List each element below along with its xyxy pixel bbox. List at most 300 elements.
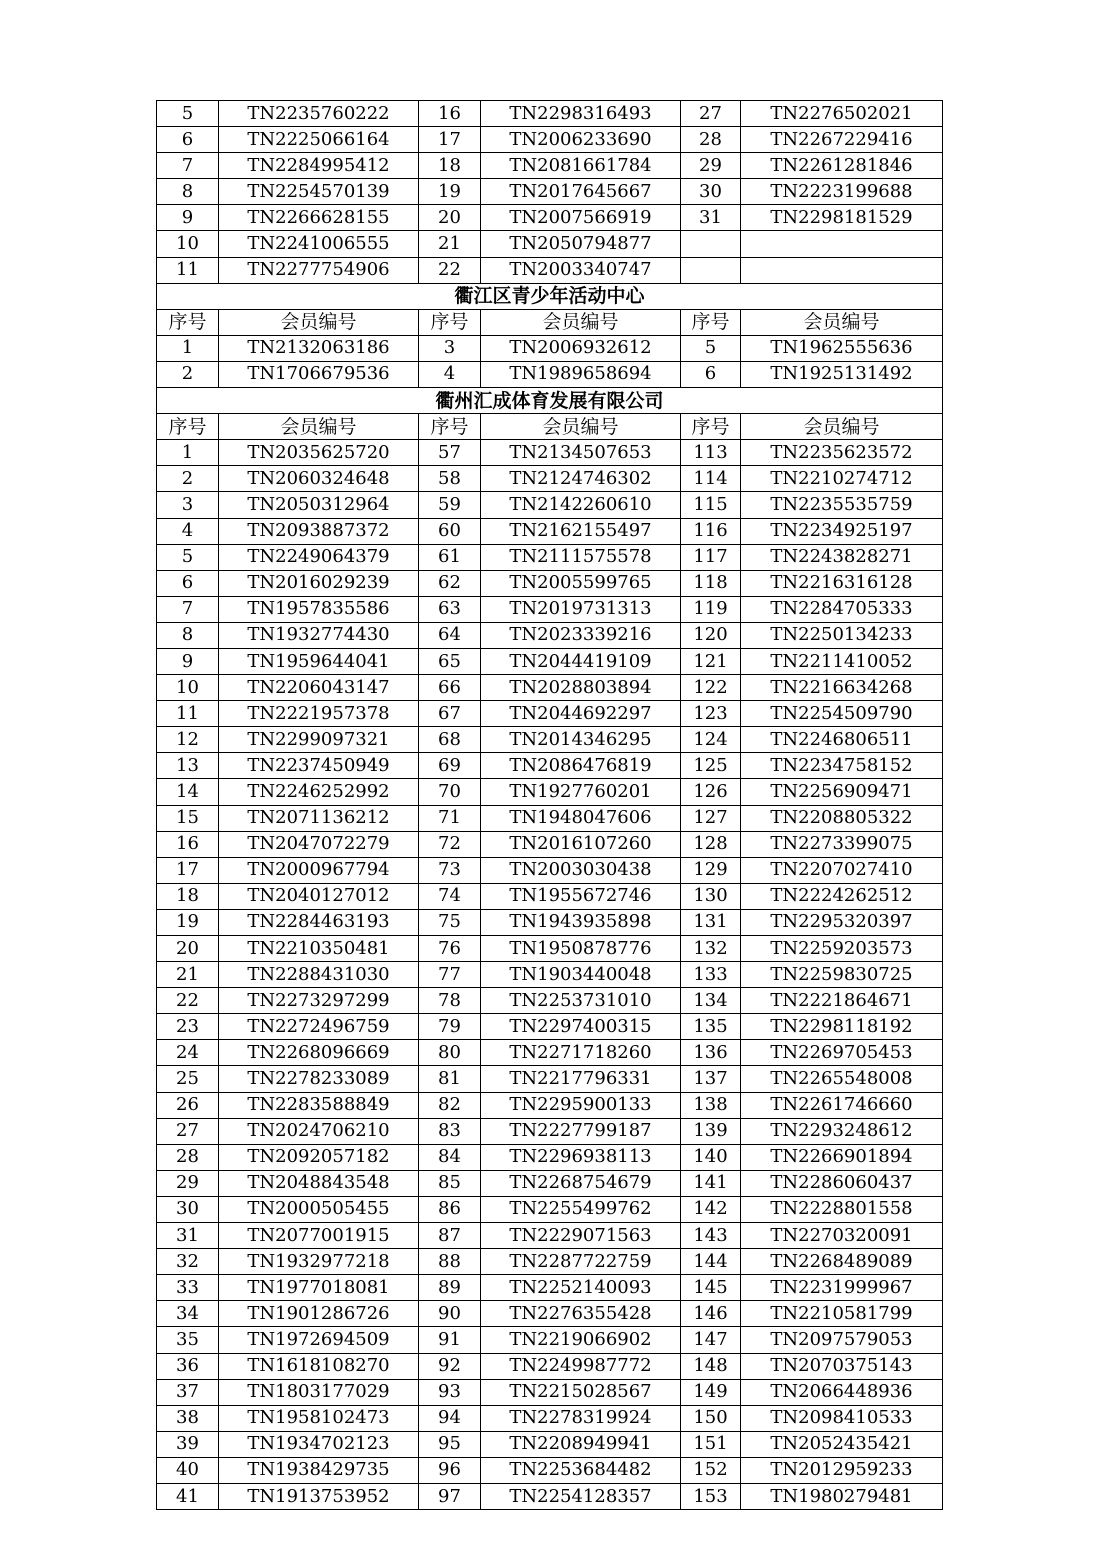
table-row bbox=[157, 440, 943, 466]
serial-number-cell: 31 bbox=[681, 205, 741, 231]
serial-number-cell: 14 bbox=[157, 779, 219, 805]
serial-number-cell: 28 bbox=[681, 127, 741, 153]
serial-number-cell: 152 bbox=[681, 1457, 741, 1483]
table-row bbox=[157, 205, 943, 231]
member-id-cell: TN2249987772 bbox=[481, 1353, 681, 1379]
section-title-row bbox=[157, 388, 943, 414]
serial-number-cell: 137 bbox=[681, 1066, 741, 1092]
serial-number-cell bbox=[681, 257, 741, 283]
serial-number-cell: 22 bbox=[157, 988, 219, 1014]
member-id-cell: TN1927760201 bbox=[481, 779, 681, 805]
member-id-cell: TN2016029239 bbox=[219, 570, 419, 596]
member-id-cell: TN2229071563 bbox=[481, 1223, 681, 1249]
member-id-cell: TN2295900133 bbox=[481, 1092, 681, 1118]
serial-number-cell: 63 bbox=[419, 596, 481, 622]
member-id-cell: TN2268096669 bbox=[219, 1040, 419, 1066]
serial-number-cell: 22 bbox=[419, 257, 481, 283]
member-id-cell: TN2014346295 bbox=[481, 727, 681, 753]
section-title: 衢州汇成体育发展有限公司 bbox=[157, 388, 943, 414]
member-id-cell: TN2250134233 bbox=[741, 622, 943, 648]
serial-number-cell: 29 bbox=[681, 153, 741, 179]
member-id-cell: TN2237450949 bbox=[219, 753, 419, 779]
member-id-cell: TN2216316128 bbox=[741, 570, 943, 596]
table-row bbox=[157, 335, 943, 361]
serial-number-cell: 序号 bbox=[681, 309, 741, 335]
member-id-cell: TN2134507653 bbox=[481, 440, 681, 466]
serial-number-cell: 85 bbox=[419, 1170, 481, 1196]
serial-number-cell: 64 bbox=[419, 622, 481, 648]
serial-number-cell: 58 bbox=[419, 466, 481, 492]
member-id-cell: TN2296938113 bbox=[481, 1144, 681, 1170]
member-id-cell: 会员编号 bbox=[741, 309, 943, 335]
serial-number-cell: 1 bbox=[157, 335, 219, 361]
serial-number-cell: 72 bbox=[419, 831, 481, 857]
table-row bbox=[157, 127, 943, 153]
table-row bbox=[157, 179, 943, 205]
member-id-cell: TN2142260610 bbox=[481, 492, 681, 518]
table-row bbox=[157, 701, 943, 727]
serial-number-cell: 90 bbox=[419, 1301, 481, 1327]
member-id-cell: TN2124746302 bbox=[481, 466, 681, 492]
member-id-cell: TN2253731010 bbox=[481, 988, 681, 1014]
serial-number-cell: 148 bbox=[681, 1353, 741, 1379]
member-id-cell: TN2269705453 bbox=[741, 1040, 943, 1066]
serial-number-cell: 83 bbox=[419, 1118, 481, 1144]
table-row bbox=[157, 1483, 943, 1509]
member-id-cell: TN2277754906 bbox=[219, 257, 419, 283]
member-id-cell: TN2006233690 bbox=[481, 127, 681, 153]
member-id-cell: TN2266901894 bbox=[741, 1144, 943, 1170]
member-id-cell: TN2000967794 bbox=[219, 857, 419, 883]
table-row bbox=[157, 231, 943, 257]
serial-number-cell: 5 bbox=[157, 101, 219, 127]
serial-number-cell: 75 bbox=[419, 909, 481, 935]
serial-number-cell: 135 bbox=[681, 1014, 741, 1040]
serial-number-cell bbox=[681, 231, 741, 257]
serial-number-cell: 139 bbox=[681, 1118, 741, 1144]
member-id-cell: TN2249064379 bbox=[219, 544, 419, 570]
member-id-cell: TN2227799187 bbox=[481, 1118, 681, 1144]
serial-number-cell: 119 bbox=[681, 596, 741, 622]
table-row bbox=[157, 257, 943, 283]
serial-number-cell: 133 bbox=[681, 962, 741, 988]
member-id-cell: TN2295320397 bbox=[741, 909, 943, 935]
member-id-cell: TN2035625720 bbox=[219, 440, 419, 466]
table-row bbox=[157, 648, 943, 674]
serial-number-cell: 132 bbox=[681, 936, 741, 962]
member-id-cell: TN2259830725 bbox=[741, 962, 943, 988]
serial-number-cell: 17 bbox=[157, 857, 219, 883]
table-row bbox=[157, 962, 943, 988]
serial-number-cell: 36 bbox=[157, 1353, 219, 1379]
member-id-cell: TN2225066164 bbox=[219, 127, 419, 153]
serial-number-cell: 140 bbox=[681, 1144, 741, 1170]
serial-number-cell: 9 bbox=[157, 648, 219, 674]
serial-number-cell: 94 bbox=[419, 1405, 481, 1431]
serial-number-cell: 124 bbox=[681, 727, 741, 753]
serial-number-cell: 61 bbox=[419, 544, 481, 570]
serial-number-cell: 39 bbox=[157, 1431, 219, 1457]
serial-number-cell: 6 bbox=[681, 361, 741, 387]
table-row bbox=[157, 570, 943, 596]
member-id-cell: TN1989658694 bbox=[481, 361, 681, 387]
serial-number-cell: 16 bbox=[157, 831, 219, 857]
serial-number-cell: 30 bbox=[157, 1196, 219, 1222]
serial-number-cell: 92 bbox=[419, 1353, 481, 1379]
table-row bbox=[157, 779, 943, 805]
serial-number-cell: 97 bbox=[419, 1483, 481, 1509]
member-id-cell: TN2047072279 bbox=[219, 831, 419, 857]
member-id-cell: TN2246806511 bbox=[741, 727, 943, 753]
serial-number-cell: 12 bbox=[157, 727, 219, 753]
member-id-cell: TN1955672746 bbox=[481, 883, 681, 909]
member-id-cell: TN2162155497 bbox=[481, 518, 681, 544]
member-id-cell: TN1901286726 bbox=[219, 1301, 419, 1327]
section-title-row bbox=[157, 283, 943, 309]
member-id-cell: TN2243828271 bbox=[741, 544, 943, 570]
serial-number-cell: 69 bbox=[419, 753, 481, 779]
member-id-cell: TN2252140093 bbox=[481, 1275, 681, 1301]
member-id-cell: TN1803177029 bbox=[219, 1379, 419, 1405]
serial-number-cell: 序号 bbox=[157, 414, 219, 440]
serial-number-cell: 34 bbox=[157, 1301, 219, 1327]
member-id-cell: TN1913753952 bbox=[219, 1483, 419, 1509]
serial-number-cell: 26 bbox=[157, 1092, 219, 1118]
member-id-cell: TN1980279481 bbox=[741, 1483, 943, 1509]
member-id-cell: TN2235623572 bbox=[741, 440, 943, 466]
serial-number-cell: 40 bbox=[157, 1457, 219, 1483]
member-id-cell: TN1925131492 bbox=[741, 361, 943, 387]
serial-number-cell: 96 bbox=[419, 1457, 481, 1483]
member-id-cell: TN1903440048 bbox=[481, 962, 681, 988]
member-id-cell: TN1959644041 bbox=[219, 648, 419, 674]
serial-number-cell: 4 bbox=[419, 361, 481, 387]
serial-number-cell: 73 bbox=[419, 857, 481, 883]
member-id-cell: TN1618108270 bbox=[219, 1353, 419, 1379]
member-id-cell: TN2000505455 bbox=[219, 1196, 419, 1222]
serial-number-cell: 126 bbox=[681, 779, 741, 805]
serial-number-cell: 41 bbox=[157, 1483, 219, 1509]
serial-number-cell: 13 bbox=[157, 753, 219, 779]
serial-number-cell: 70 bbox=[419, 779, 481, 805]
serial-number-cell: 3 bbox=[419, 335, 481, 361]
serial-number-cell: 序号 bbox=[419, 309, 481, 335]
serial-number-cell: 123 bbox=[681, 701, 741, 727]
serial-number-cell: 82 bbox=[419, 1092, 481, 1118]
member-id-cell: TN2246252992 bbox=[219, 779, 419, 805]
serial-number-cell: 136 bbox=[681, 1040, 741, 1066]
member-id-cell: TN2268489089 bbox=[741, 1249, 943, 1275]
member-id-cell: TN2093887372 bbox=[219, 518, 419, 544]
table-row bbox=[157, 1170, 943, 1196]
serial-number-cell: 15 bbox=[157, 805, 219, 831]
serial-number-cell: 127 bbox=[681, 805, 741, 831]
serial-number-cell: 1 bbox=[157, 440, 219, 466]
serial-number-cell: 146 bbox=[681, 1301, 741, 1327]
serial-number-cell: 18 bbox=[157, 883, 219, 909]
serial-number-cell: 66 bbox=[419, 675, 481, 701]
table-row bbox=[157, 936, 943, 962]
serial-number-cell: 125 bbox=[681, 753, 741, 779]
member-id-cell: TN2016107260 bbox=[481, 831, 681, 857]
table-row bbox=[157, 753, 943, 779]
table-row bbox=[157, 1040, 943, 1066]
serial-number-cell: 115 bbox=[681, 492, 741, 518]
serial-number-cell: 143 bbox=[681, 1223, 741, 1249]
serial-number-cell: 28 bbox=[157, 1144, 219, 1170]
member-id-cell: TN1972694509 bbox=[219, 1327, 419, 1353]
serial-number-cell: 131 bbox=[681, 909, 741, 935]
member-id-cell: TN2023339216 bbox=[481, 622, 681, 648]
serial-number-cell: 95 bbox=[419, 1431, 481, 1457]
serial-number-cell: 93 bbox=[419, 1379, 481, 1405]
member-id-cell: TN1957835586 bbox=[219, 596, 419, 622]
table-row bbox=[157, 883, 943, 909]
serial-number-cell: 88 bbox=[419, 1249, 481, 1275]
member-id-cell: TN2006932612 bbox=[481, 335, 681, 361]
serial-number-cell: 10 bbox=[157, 675, 219, 701]
serial-number-cell: 141 bbox=[681, 1170, 741, 1196]
serial-number-cell: 87 bbox=[419, 1223, 481, 1249]
member-id-cell: TN2098410533 bbox=[741, 1405, 943, 1431]
member-id-cell: TN2003340747 bbox=[481, 257, 681, 283]
serial-number-cell: 76 bbox=[419, 936, 481, 962]
member-id-cell: TN2234925197 bbox=[741, 518, 943, 544]
serial-number-cell: 57 bbox=[419, 440, 481, 466]
member-id-cell: TN2223199688 bbox=[741, 179, 943, 205]
serial-number-cell: 147 bbox=[681, 1327, 741, 1353]
serial-number-cell: 91 bbox=[419, 1327, 481, 1353]
serial-number-cell: 9 bbox=[157, 205, 219, 231]
member-id-cell: TN2293248612 bbox=[741, 1118, 943, 1144]
serial-number-cell: 33 bbox=[157, 1275, 219, 1301]
member-id-cell: TN2086476819 bbox=[481, 753, 681, 779]
serial-number-cell: 16 bbox=[419, 101, 481, 127]
serial-number-cell: 77 bbox=[419, 962, 481, 988]
member-id-cell: TN2272496759 bbox=[219, 1014, 419, 1040]
member-id-cell: TN2297400315 bbox=[481, 1014, 681, 1040]
serial-number-cell: 144 bbox=[681, 1249, 741, 1275]
serial-number-cell: 7 bbox=[157, 596, 219, 622]
table-row bbox=[157, 544, 943, 570]
serial-number-cell: 20 bbox=[157, 936, 219, 962]
serial-number-cell: 21 bbox=[157, 962, 219, 988]
serial-number-cell: 11 bbox=[157, 701, 219, 727]
member-id-cell: 会员编号 bbox=[481, 414, 681, 440]
table-row bbox=[157, 1223, 943, 1249]
serial-number-cell: 114 bbox=[681, 466, 741, 492]
member-id-cell: TN2271718260 bbox=[481, 1040, 681, 1066]
serial-number-cell: 145 bbox=[681, 1275, 741, 1301]
member-id-cell: TN2265548008 bbox=[741, 1066, 943, 1092]
member-id-cell: TN2012959233 bbox=[741, 1457, 943, 1483]
serial-number-cell: 81 bbox=[419, 1066, 481, 1092]
member-id-cell: TN2254509790 bbox=[741, 701, 943, 727]
serial-number-cell: 8 bbox=[157, 622, 219, 648]
table-row bbox=[157, 805, 943, 831]
serial-number-cell: 7 bbox=[157, 153, 219, 179]
member-id-cell: TN1938429735 bbox=[219, 1457, 419, 1483]
serial-number-cell: 19 bbox=[157, 909, 219, 935]
serial-number-cell: 31 bbox=[157, 1223, 219, 1249]
member-id-cell: TN2208805322 bbox=[741, 805, 943, 831]
member-id-cell: TN2278319924 bbox=[481, 1405, 681, 1431]
member-id-cell: TN2255499762 bbox=[481, 1196, 681, 1222]
serial-number-cell: 序号 bbox=[419, 414, 481, 440]
member-id-cell: TN2228801558 bbox=[741, 1196, 943, 1222]
member-id-cell: TN2253684482 bbox=[481, 1457, 681, 1483]
member-id-cell: TN2298118192 bbox=[741, 1014, 943, 1040]
serial-number-cell: 8 bbox=[157, 179, 219, 205]
member-id-cell: TN2081661784 bbox=[481, 153, 681, 179]
serial-number-cell: 19 bbox=[419, 179, 481, 205]
table-row bbox=[157, 1092, 943, 1118]
member-id-cell: TN1706679536 bbox=[219, 361, 419, 387]
table-row bbox=[157, 675, 943, 701]
table-row bbox=[157, 1457, 943, 1483]
serial-number-cell: 151 bbox=[681, 1431, 741, 1457]
member-id-cell: TN2221864671 bbox=[741, 988, 943, 1014]
member-id-cell: TN2111575578 bbox=[481, 544, 681, 570]
member-id-cell: TN2231999967 bbox=[741, 1275, 943, 1301]
member-id-cell: TN1943935898 bbox=[481, 909, 681, 935]
member-id-cell: TN2097579053 bbox=[741, 1327, 943, 1353]
member-id-cell: TN2287722759 bbox=[481, 1249, 681, 1275]
member-id-cell: TN2224262512 bbox=[741, 883, 943, 909]
member-id-cell: TN2211410052 bbox=[741, 648, 943, 674]
member-id-cell: TN2050794877 bbox=[481, 231, 681, 257]
table-row bbox=[157, 1275, 943, 1301]
member-id-cell: TN2298316493 bbox=[481, 101, 681, 127]
member-id-cell: TN2261746660 bbox=[741, 1092, 943, 1118]
serial-number-cell: 6 bbox=[157, 570, 219, 596]
table-row bbox=[157, 1379, 943, 1405]
table-row bbox=[157, 596, 943, 622]
table-row bbox=[157, 361, 943, 387]
serial-number-cell: 4 bbox=[157, 518, 219, 544]
serial-number-cell: 序号 bbox=[157, 309, 219, 335]
member-id-cell: TN2299097321 bbox=[219, 727, 419, 753]
serial-number-cell: 129 bbox=[681, 857, 741, 883]
serial-number-cell: 29 bbox=[157, 1170, 219, 1196]
member-id-cell: TN1962555636 bbox=[741, 335, 943, 361]
header-row bbox=[157, 414, 943, 440]
serial-number-cell: 24 bbox=[157, 1040, 219, 1066]
member-id-cell: TN2270320091 bbox=[741, 1223, 943, 1249]
serial-number-cell: 80 bbox=[419, 1040, 481, 1066]
member-id-cell: TN2066448936 bbox=[741, 1379, 943, 1405]
serial-number-cell: 21 bbox=[419, 231, 481, 257]
serial-number-cell: 17 bbox=[419, 127, 481, 153]
member-id-cell: TN2132063186 bbox=[219, 335, 419, 361]
serial-number-cell: 35 bbox=[157, 1327, 219, 1353]
member-id-cell: TN2044692297 bbox=[481, 701, 681, 727]
table-row bbox=[157, 857, 943, 883]
serial-number-cell: 150 bbox=[681, 1405, 741, 1431]
table-row bbox=[157, 492, 943, 518]
table-row bbox=[157, 1301, 943, 1327]
member-id-cell: TN2276502021 bbox=[741, 101, 943, 127]
member-id-cell: TN2266628155 bbox=[219, 205, 419, 231]
serial-number-cell: 67 bbox=[419, 701, 481, 727]
member-id-cell: TN1977018081 bbox=[219, 1275, 419, 1301]
serial-number-cell: 59 bbox=[419, 492, 481, 518]
member-id-cell: TN2284463193 bbox=[219, 909, 419, 935]
table-row bbox=[157, 466, 943, 492]
member-id-cell: TN2052435421 bbox=[741, 1431, 943, 1457]
serial-number-cell: 120 bbox=[681, 622, 741, 648]
serial-number-cell: 60 bbox=[419, 518, 481, 544]
serial-number-cell: 149 bbox=[681, 1379, 741, 1405]
member-id-cell: TN2241006555 bbox=[219, 231, 419, 257]
table-row bbox=[157, 988, 943, 1014]
member-id-cell: 会员编号 bbox=[219, 414, 419, 440]
member-id-cell: TN2210350481 bbox=[219, 936, 419, 962]
table-row bbox=[157, 622, 943, 648]
table-row bbox=[157, 1327, 943, 1353]
serial-number-cell: 86 bbox=[419, 1196, 481, 1222]
member-id-cell: TN2278233089 bbox=[219, 1066, 419, 1092]
member-id-cell: TN2221957378 bbox=[219, 701, 419, 727]
member-id-cell: TN2298181529 bbox=[741, 205, 943, 231]
serial-number-cell: 117 bbox=[681, 544, 741, 570]
member-id-cell: TN1948047606 bbox=[481, 805, 681, 831]
serial-number-cell: 27 bbox=[681, 101, 741, 127]
table-row bbox=[157, 1353, 943, 1379]
serial-number-cell: 62 bbox=[419, 570, 481, 596]
serial-number-cell: 142 bbox=[681, 1196, 741, 1222]
member-id-cell: TN2028803894 bbox=[481, 675, 681, 701]
serial-number-cell: 11 bbox=[157, 257, 219, 283]
member-id-cell bbox=[741, 257, 943, 283]
table-row bbox=[157, 727, 943, 753]
member-id-cell: TN2048843548 bbox=[219, 1170, 419, 1196]
serial-number-cell: 134 bbox=[681, 988, 741, 1014]
serial-number-cell: 18 bbox=[419, 153, 481, 179]
member-id-cell: TN2256909471 bbox=[741, 779, 943, 805]
serial-number-cell: 128 bbox=[681, 831, 741, 857]
member-id-cell: TN2017645667 bbox=[481, 179, 681, 205]
serial-number-cell: 5 bbox=[681, 335, 741, 361]
serial-number-cell: 84 bbox=[419, 1144, 481, 1170]
section-title: 衢江区青少年活动中心 bbox=[157, 283, 943, 309]
member-id-cell: TN2259203573 bbox=[741, 936, 943, 962]
serial-number-cell: 30 bbox=[681, 179, 741, 205]
table-row bbox=[157, 1066, 943, 1092]
table-row bbox=[157, 1118, 943, 1144]
table-row bbox=[157, 1249, 943, 1275]
member-id-cell: TN2050312964 bbox=[219, 492, 419, 518]
table-row bbox=[157, 909, 943, 935]
member-id-cell: TN2207027410 bbox=[741, 857, 943, 883]
member-id-cell: TN2092057182 bbox=[219, 1144, 419, 1170]
serial-number-cell: 38 bbox=[157, 1405, 219, 1431]
serial-number-cell: 74 bbox=[419, 883, 481, 909]
member-id-cell: TN2254570139 bbox=[219, 179, 419, 205]
member-id-cell: TN2216634268 bbox=[741, 675, 943, 701]
member-id-cell: TN2273399075 bbox=[741, 831, 943, 857]
member-id-cell: TN2210274712 bbox=[741, 466, 943, 492]
member-id-cell: TN2210581799 bbox=[741, 1301, 943, 1327]
table-row bbox=[157, 1405, 943, 1431]
member-id-cell: TN2288431030 bbox=[219, 962, 419, 988]
table-row bbox=[157, 1014, 943, 1040]
header-row bbox=[157, 309, 943, 335]
serial-number-cell: 25 bbox=[157, 1066, 219, 1092]
member-id-cell: TN2254128357 bbox=[481, 1483, 681, 1509]
table-row bbox=[157, 831, 943, 857]
serial-number-cell: 27 bbox=[157, 1118, 219, 1144]
